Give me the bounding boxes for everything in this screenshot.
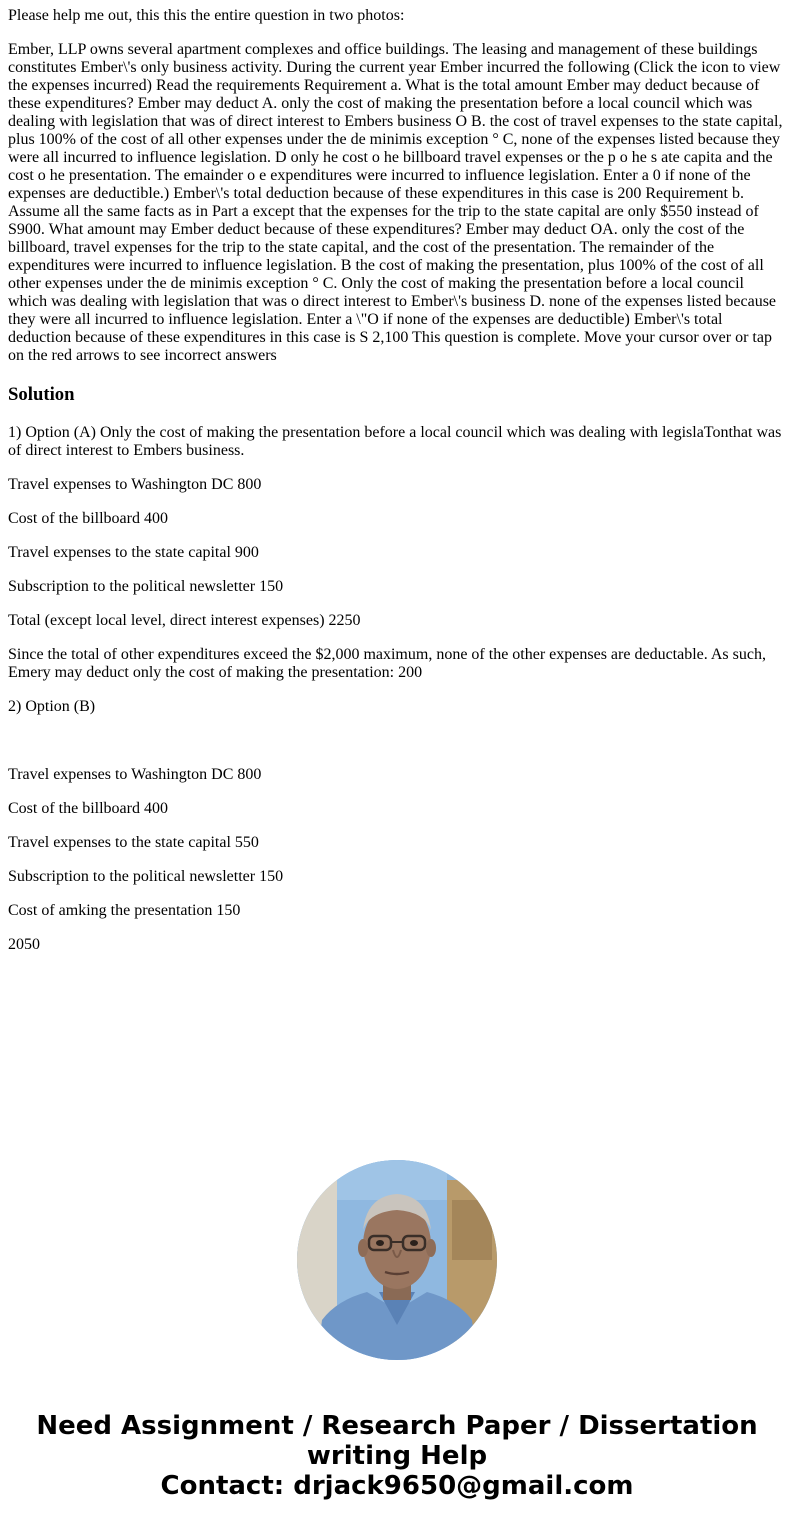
banner-line-1: Need Assignment / Research Paper / Dissertation <box>36 1411 758 1441</box>
solution-part2-option: 2) Option (B) <box>8 698 96 715</box>
banner-contact-line[interactable]: Contact: drjack9650@gmail.com <box>160 1471 634 1501</box>
solution-part1-total: Total (except local level, direct interest expenses) 2250 <box>8 612 361 629</box>
solution-part1-line: Subscription to the political newsletter 150 <box>8 578 284 595</box>
solution-part1-line: Travel expenses to Washington DC 800 <box>8 476 262 493</box>
blank-line <box>8 732 786 750</box>
contact-banner <box>0 1411 794 1501</box>
question-body: Ember, LLP owns several apartment complexes and office buildings. The leasing and management of these buildings constitutes Ember\'s only business activity. During the current year Ember incurred the following (Click the icon to view the expenses incurred) Read the requirements Requirement a. What is the total amount Ember may deduct because of these expenditures? Ember may deduct A. only the cost of making the presentation before a local council which was dealing with legislation that was of direct interest to Embers business O B. the cost of travel expenses to the state capital, plus 100% of the cost of all other expenses under the de minimis exception ° C, none of the expenses listed because they were all incurred to influence legislation. D only he cost o he billboard travel expenses or the p o he s ate capita and the cost o he presentation. The emainder o e expenditures were incurred to influence legislation. Enter a 0 if none of the expenses are deductible.) Ember\'s total deduction because of these expenditures in this case is 200 Requirement b. Assume all the same facts as in Part a except that the expenses for the trip to the state capital are only $550 instead of S900. What amount may Ember deduct because of these expenditures? Ember may deduct OA. only the cost of the billboard, travel expenses for the trip to the state capital, and the cost of the presentation. The remainder of the expenditures were incurred to influence legislation. B the cost of making the presentation, plus 100% of the cost of all other expenses under the de minimis exception ° C. Only the cost of making the presentation before a local council which was dealing with legislation that was o direct interest to Ember\'s business D. none of the expenses listed because they were all incurred to influence legislation. Enter a \"O if none of the expenses are deductible) Ember\'s total deduction because of these expenditures in this case is S 2,100 This question is complete. Move your cursor over or tap on the red arrows to see incorrect answers <box>8 41 783 364</box>
question-intro: Please help me out, this this the entire question in two photos: <box>8 7 405 24</box>
solution-part1-conclusion: Since the total of other expenditures exceed the $2,000 maximum, none of the other expenses are deductable. As such, Emery may deduct only the cost of making the presentation: 200 <box>8 646 766 681</box>
solution-part1-option: 1) Option (A) Only the cost of making the presentation before a local council which was dealing with legislaTonthat was of direct interest to Embers business. <box>8 424 782 459</box>
solution-part2-line: Travel expenses to Washington DC 800 <box>8 766 262 783</box>
solution-part2-line: Travel expenses to the state capital 550 <box>8 834 259 851</box>
solution-part1-line: Travel expenses to the state capital 900 <box>8 544 259 561</box>
solution-part2-line: Cost of the billboard 400 <box>8 800 168 817</box>
avatar <box>297 1160 497 1360</box>
solution-part2-line: Subscription to the political newsletter 150 <box>8 868 284 885</box>
solution-heading: Solution <box>8 384 75 405</box>
solution-part2-line: Cost of amking the presentation 150 <box>8 902 241 919</box>
page-content <box>0 7 794 954</box>
solution-part1-line: Cost of the billboard 400 <box>8 510 168 527</box>
author-photo <box>297 1160 497 1360</box>
banner-line-2: writing Help <box>306 1441 488 1471</box>
solution-part2-total: 2050 <box>8 936 40 953</box>
